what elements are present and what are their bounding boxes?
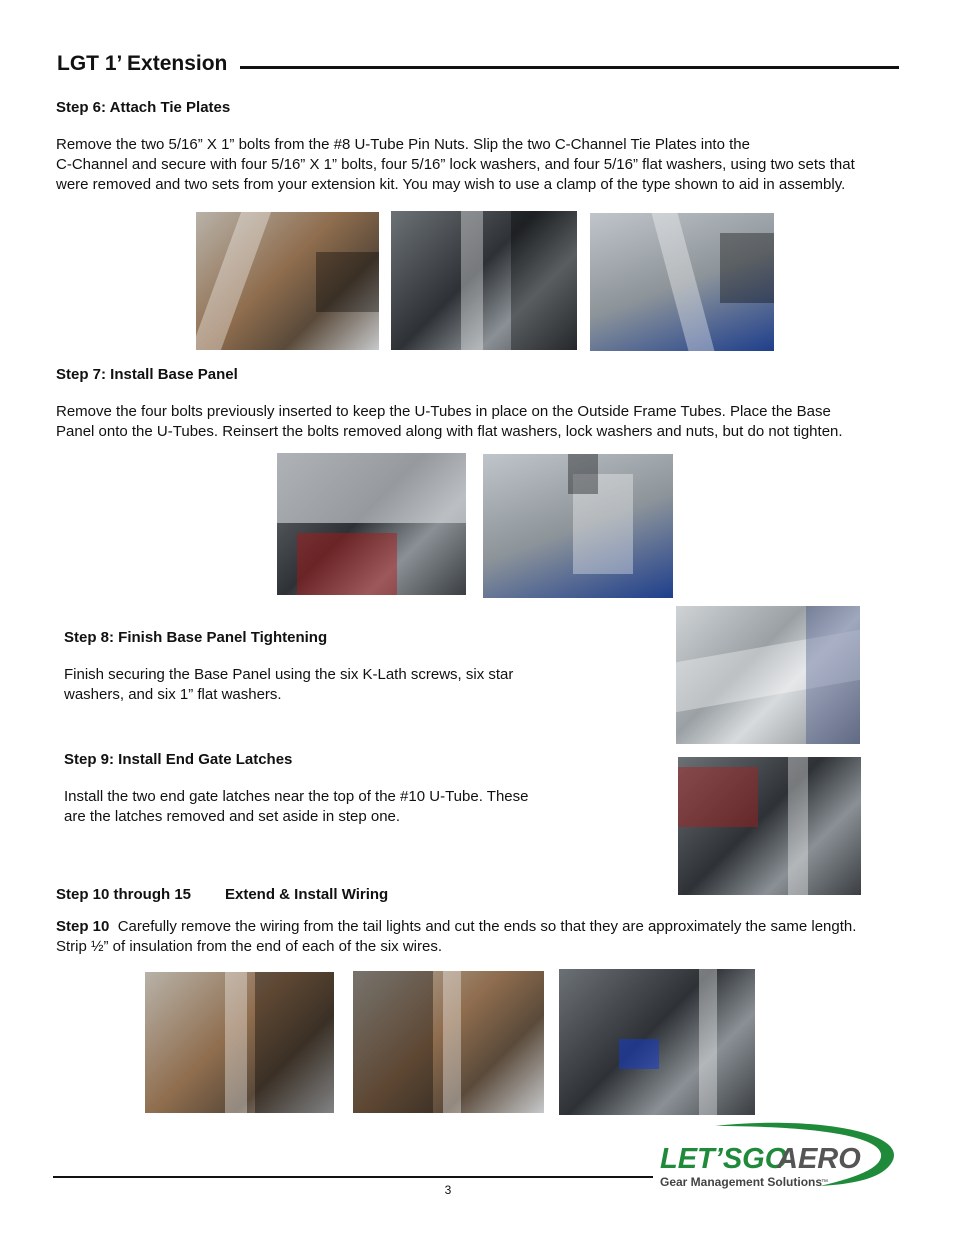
step10-line2: Strip ½” of insulation from the end of each of the six wires.: [56, 938, 443, 955]
page-number: 3: [444, 1183, 452, 1197]
step10-photo-2: [353, 971, 544, 1113]
step6-line1: Remove the two 5/16” X 1” bolts from the #8 U-Tube Pin Nuts. Slip the two C-Channel Tie Plates into the: [56, 136, 750, 153]
step8-heading: Step 8: Finish Base Panel Tightening: [64, 629, 328, 646]
step7-body: [56, 402, 916, 442]
step8-line2: washers, and six 1” flat washers.: [64, 686, 282, 703]
step9-photo: [678, 757, 861, 895]
step6-line2: C-Channel and secure with four 5/16” X 1” bolts, four 5/16” lock washers, and four 5/16” flat washers, using two sets that: [56, 156, 855, 173]
step7-heading: Step 7: Install Base Panel: [56, 366, 238, 383]
step10-photo-3: [559, 969, 755, 1115]
step6-heading: Step 6: Attach Tie Plates: [56, 99, 231, 116]
logo-wordmark-aero: AERO: [777, 1143, 861, 1175]
step10-line1: [56, 917, 916, 937]
step10-15-heading-left: Step 10 through 15: [56, 886, 192, 903]
step10-body: [56, 917, 916, 957]
step6-photo-1: [196, 212, 379, 350]
step9-heading: [64, 751, 292, 768]
step8-line1: Finish securing the Base Panel using the six K-Lath screws, six star: [64, 666, 514, 683]
step7-line2: Panel onto the U-Tubes. Reinsert the bolts removed along with flat washers, lock washers and nuts, but do not tighten.: [56, 423, 843, 440]
step9-line1: Install the two end gate latches near the top of the #10 U-Tube. These: [64, 788, 529, 805]
page-title: LGT 1’ Extension: [57, 52, 228, 75]
step6-photo-2: [391, 211, 577, 350]
logo-tagline: Gear Management Solutions: [660, 1175, 823, 1189]
step8-photo: [676, 606, 860, 744]
step9-line2: are the latches removed and set aside in step one.: [64, 808, 401, 825]
step7-line1: Remove the four bolts previously inserted to keep the U-Tubes in place on the Outside Frame Tubes. Place the Base: [56, 403, 831, 420]
step9-heading-label: Step 9: [64, 751, 110, 768]
logo-swoosh-icon: [655, 1120, 900, 1192]
step9-heading-title: : Install End Gate Latches: [109, 751, 293, 768]
step6-body: [56, 135, 916, 195]
step10-photo-1: [145, 972, 334, 1113]
step7-photo-2: [483, 454, 673, 598]
step9-body: [64, 787, 624, 827]
step6-photo-3: [590, 213, 774, 351]
page-header: [57, 52, 899, 82]
step8-body: [64, 665, 624, 705]
step10-label: Step 10: [56, 918, 110, 935]
footer-rule: [53, 1176, 653, 1178]
lets-go-aero-logo: [655, 1120, 900, 1192]
step6-line3: were removed and two sets from your extension kit. You may wish to use a clamp of the type shown to aid in assembly.: [56, 176, 846, 193]
logo-tm: ™: [821, 1179, 828, 1186]
step10-15-heading-right: Extend & Install Wiring: [225, 886, 389, 903]
step7-photo-1: [277, 453, 466, 595]
title-rule: [240, 66, 899, 69]
logo-wordmark-lets-go: LET’SGO: [660, 1143, 788, 1175]
step10-line1-text: Carefully remove the wiring from the tail lights and cut the ends so that they are approximately the same length.: [117, 918, 857, 935]
